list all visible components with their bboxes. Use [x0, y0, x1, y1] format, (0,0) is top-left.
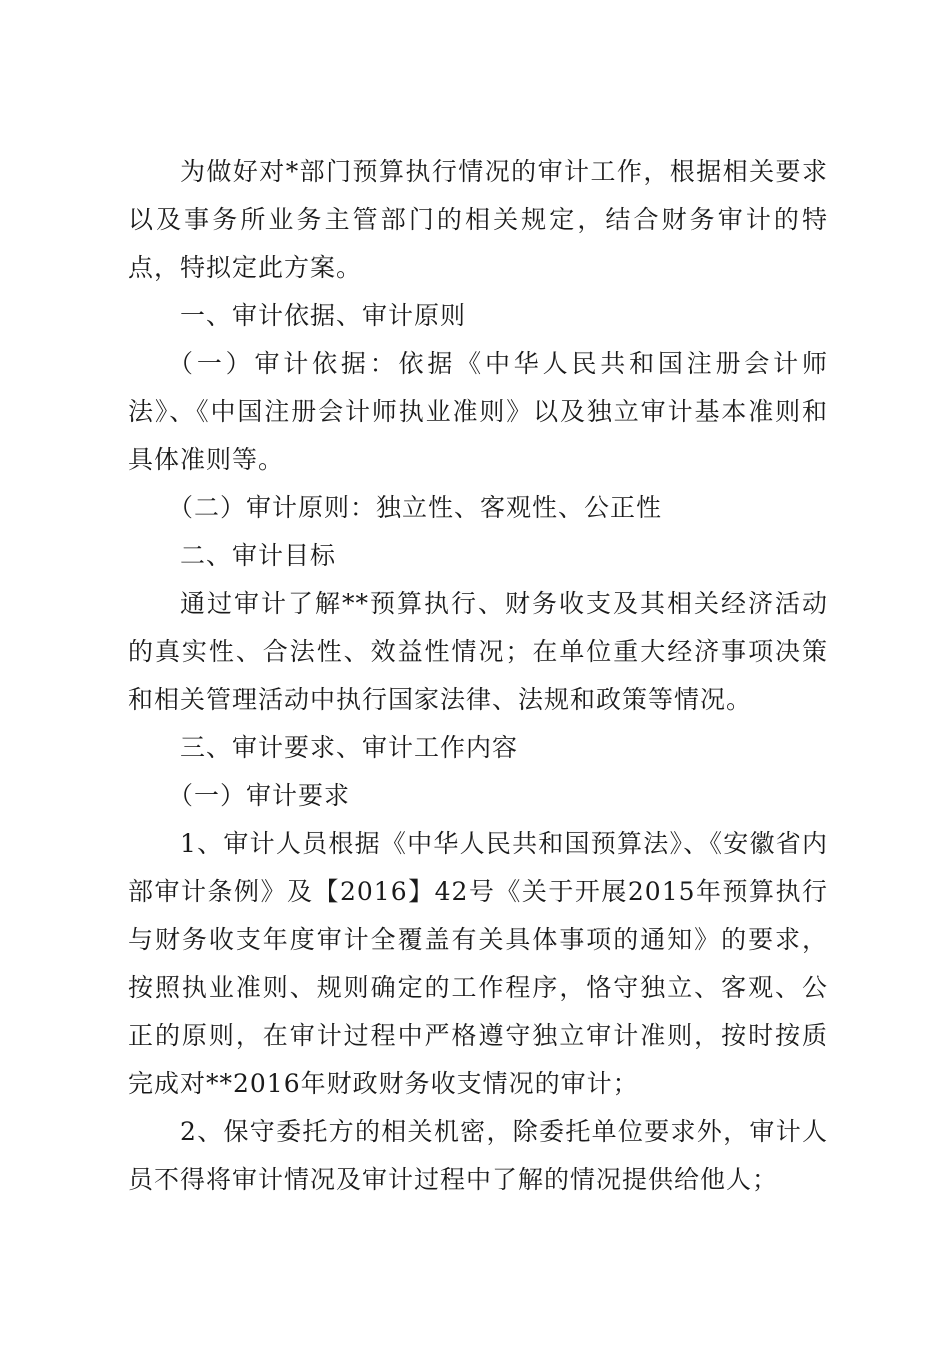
document-body	[128, 148, 828, 1204]
paragraph-audit-objectives: 通过审计了解**预算执行、财务收支及其相关经济活动的真实性、合法性、效益性情况；在单位重大经济事项决策和相关管理活动中执行国家法律、法规和政策等情况。	[128, 589, 828, 714]
paragraph-audit-principles: （二）审计原则：独立性、客观性、公正性	[168, 493, 663, 522]
paragraph-requirement-1: 1、审计人员根据《中华人民共和国预算法》、《安徽省内部审计条例》及【2016】42号《关于开展2015年预算执行与财务收支年度审计全覆盖有关具体事项的通知》的要求，按照执业准则、规则确定的工作程序，恪守独立、客观、公正的原则，在审计过程中严格遵守独立审计准则，按时按质完成对**2016年财政财务收支情况的审计；	[128, 829, 828, 1098]
heading-audit-requirements: （一）审计要求	[168, 781, 351, 810]
paragraph-requirement-2: 2、保守委托方的相关机密，除委托单位要求外，审计人员不得将审计情况及审计过程中了解的情况提供给他人；	[128, 1117, 828, 1194]
paragraph-intro: 为做好对*部门预算执行情况的审计工作，根据相关要求以及事务所业务主管部门的相关规定，结合财务审计的特点，特拟定此方案。	[128, 157, 828, 282]
heading-requirements-content: 三、审计要求、审计工作内容	[180, 733, 519, 762]
paragraph-audit-basis: （一）审计依据：依据《中华人民共和国注册会计师法》、《中国注册会计师执业准则》以及独立审计基本准则和具体准则等。	[128, 349, 828, 474]
heading-basis-principles: 一、审计依据、审计原则	[180, 301, 467, 330]
heading-audit-objectives: 二、审计目标	[180, 541, 337, 570]
